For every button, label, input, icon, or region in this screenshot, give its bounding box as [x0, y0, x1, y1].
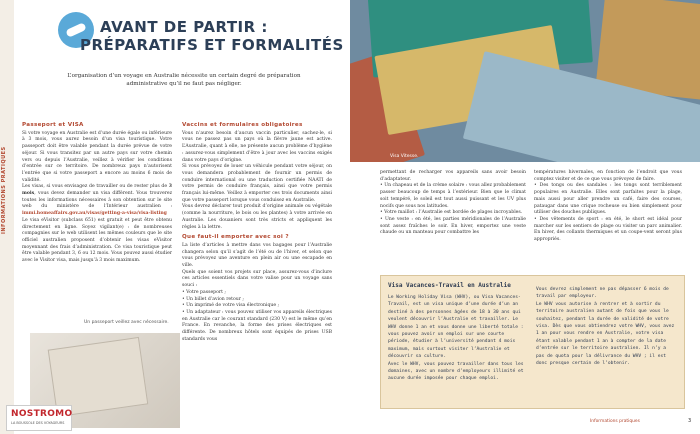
paragraph: La liste d’articles à mettre dans vos bagages pour l’Australie changera selon qu’il s’agit de l’été ou de l’hiver, et selon que vous prévoyez une aventure en plein air ou une escapade en ville.	[182, 242, 332, 269]
side-tab-label: INFORMATIONS PRATIQUES	[1, 146, 7, 234]
heading-passport: Passeport et VISA	[22, 122, 84, 128]
photo-caption: Visa Vitesse.	[390, 154, 419, 159]
logo-tagline: LA BOUSSOLE DES VOYAGEURS	[11, 421, 65, 425]
paragraph: Vous devrez déclarer tout produit d’origine animale ou végétale (comme la nourriture, le bois ou les plantes) à votre arrivée en Australie. Les douaniers sont très stricts et appliquent les règles à la lettre.	[182, 204, 332, 230]
visa-box-title: Visa Vacances-Travail en Australie	[388, 282, 511, 289]
visa-box-col1: Le Working Holiday Visa (WHV), ou Visa Vacances-Travail, est un visa unique d’une durée d’un an destiné à des personnes âgées de 18 à 30 ans qui veulent découvrir l’Australie et travailler. Le WHV donne 1 an et vous donne une liberté totale : vous pouvez avoir un emploi sur une courte période, étudier à l’université pendant 4 mois maximum, mais surtout visiter l’Australie et découvrir sa culture. Avec le WHV, vous pouvez travailler dans tous les domaines, avec un nombre d’employeurs illimité et aucune durée imposée pour chaque emploi.	[388, 295, 524, 382]
intro-paragraph: L’organisation d’un voyage en Australie nécessite un certain degré de préparation administrative qu’il ne faut pas négliger.	[67, 73, 301, 87]
paragraph: Les visas, si vous envisagez de travailler ou de rester plus de 3 mois, vous devez demander un visa différent. Vous trouverez toutes les informations nécessaires à son obtention sur le site web du ministère de l’Intérieur australien : immi.homeaffairs.gov.au/visas/getting-a-visa/visa-listing	[22, 184, 172, 217]
banknotes-photo	[350, 0, 700, 162]
paragraph: Vous n’aurez besoin d’aucun vaccin particulier, sachez-le, si vous ne passez pas un pays où la fièvre jaune est active. L’Australie, quant à elle, ne présente aucun problème d’hygiène : assurez-vous simplement d’être à jour avec les vaccins exigés dans votre pays d’origine.	[182, 130, 332, 163]
heading-emporter: Que faut-il emporter avec soi ?	[182, 234, 289, 241]
right-page	[350, 0, 700, 434]
publisher-logo	[6, 405, 72, 431]
paragraph: Quels que soient vos projets sur place, assurez-vous d’inclure ces articles essentiels dans votre valise pour un voyage sans souci :	[182, 269, 332, 289]
paragraph: Si vous prévoyez de louer un véhicule pendant votre séjour, on vous demandera probablement de fournir un permis de conduire international ou une traduction certifiée NAATI de votre permis de conduire français, ainsi que votre permis français lui-même. Veillez à emporter ces trois documents ainsi que votre passeport lorsque vous conduisez en Australie.	[182, 164, 332, 203]
column-passport	[22, 122, 172, 265]
paragraph: Si votre voyage en Australie est d’une durée égale ou inférieure à 3 mois, vous aurez besoin d’un visa touristique. Votre passeport doit être valable pendant la durée prévue de votre séjour. Si vous transitez par un autre pays sur votre chemin vers ou depuis l’Australie, veillez à vérifier les conditions d’entrée sur ce territoire. De nombreux pays n’autorisent l’entrée que si votre passeport a encore au moins 6 mois de validité.	[22, 130, 172, 183]
logo-text: NOSTROMO	[11, 409, 73, 419]
page-title-line1: AVANT DE PARTIR :	[100, 18, 268, 36]
heading-vaccins: Vaccins et formulaires obligatoires	[182, 122, 303, 128]
footer-label: Informations pratiques	[590, 419, 640, 424]
packing-list: • Votre passeport ; • Un billet d’avion retour ; • Un imprimé de votre visa électronique ; • Un adaptateur : vous pouvez utiliser vos appareils électriques en Australie car le courant standard (230 V) est le même qu’en France. En revanche, la forme des prises électriques est différente. De nombreux hôtels sont équipés de prises USB standards vous	[182, 289, 332, 342]
visa-link[interactable]: immi.homeaffairs.gov.au/visas/getting-a-visa/visa-listing	[22, 211, 167, 217]
paragraph: Le visa eVisitor (subclass 651) est gratuit et peut être obtenu directement en ligne. Soyez vigilant(e) : de nombreuses compagnies sur le web utilisent les mêmes couleurs que le site officiel australien proposent d’obtenir les visas eVisitor moyennant des frais d’administration. Ce visa touristique peut être valable pendant 3, 6 ou 12 mois. Vous pouvez aussi étudier avec le Visitor visa, mais jusqu’à 3 mois maximum.	[22, 217, 172, 264]
photo-caption: Un passeport veillez avec nécessaire.	[84, 320, 169, 325]
page-number: 3	[688, 418, 692, 424]
column-vaccins	[182, 122, 332, 344]
column-right-1: permettant de recharger vos appareils sans avoir besoin d’adaptateur. • Un chapeau et de la crème solaire : vous allez probablement passer beaucoup de temps à l’extérieur. Bien que le climat soit tempéré, le soleil est tout aussi puissant et les UV plus nocifs que sous nos latitudes. • Votre maillot : l’Australie est bordée de plages incroyables. • Une veste : en été, les parties méridionales de l’Australie sont assez fraîches le soir. En hiver, emportez une veste chaude ou un manteau pour combattre les	[380, 170, 526, 236]
page-title-line2: PRÉPARATIFS ET FORMALITÉS	[80, 36, 344, 54]
column-right-2: températures hivernales, en fonction de l’endroit que vous comptez visiter et de ce que vous prévoyez de faire. • Des tongs ou des sandales : les tongs sont terriblement populaires en Australie. Elles sont parfaites pour la plage, mais aussi pour aller prendre un café, faire des courses, pataugar dans une crique rocheuse ou bien simplement pour utiliser des douches publiques. • Des vêtements de sport : en été, le short est idéal pour marcher sur les sentiers de plage ou visiter un parc animalier. En hiver, des collants thermiques et un coupe-vent seront plus appropriés.	[534, 170, 682, 243]
visa-box-col2: Vous devrez simplement ne pas dépasser 6 mois de travail par employeur. Le WHV vous autorise à rentrer et à sortir du territoire australien autant de fois que vous le souhaitez, pendant la durée de validité de votre visa. Dès que vous obtiendrez votre WHV, vous avez 1 an pour vous rendre en Australie, votre visa étant valable pendant 1 an à compter de la date d’entrée sur le territoire australien. Il n’y a pas de quota pour la délivrance du WHV ; il est donc presque certain de l’obtenir.	[536, 287, 675, 367]
